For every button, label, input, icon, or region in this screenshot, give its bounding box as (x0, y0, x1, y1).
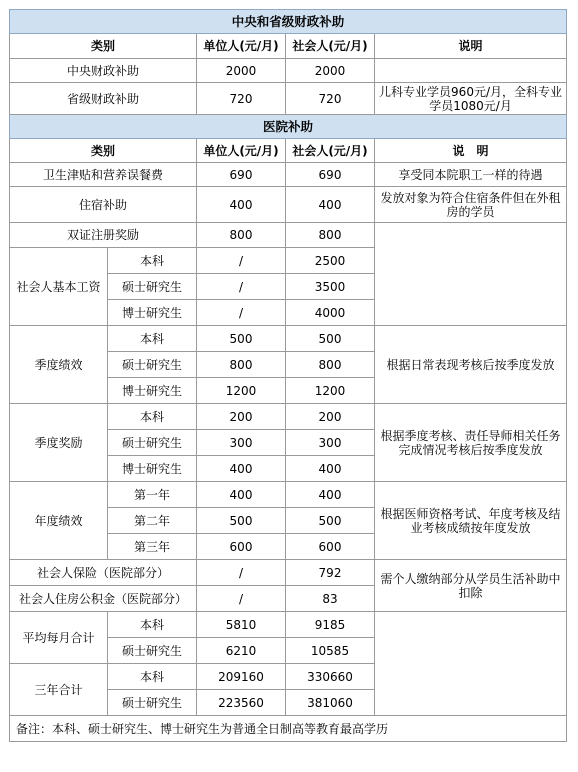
social-value: 690 (286, 163, 375, 187)
unit-value: 500 (197, 508, 286, 534)
sub-label: 本科 (108, 664, 197, 690)
unit-value: / (197, 560, 286, 586)
section2-title: 医院补助 (10, 115, 567, 139)
unit-value: 223560 (197, 690, 286, 716)
unit-value: / (197, 300, 286, 326)
table-row (10, 59, 567, 83)
sub-label: 第三年 (108, 534, 197, 560)
social-value: 83 (286, 586, 375, 612)
social-value: 4000 (286, 300, 375, 326)
header-note: 说明 (375, 34, 567, 59)
unit-value: 200 (197, 404, 286, 430)
sub-label: 硕士研究生 (108, 690, 197, 716)
table-row (10, 404, 567, 430)
unit-value: 800 (197, 352, 286, 378)
social-value: 600 (286, 534, 375, 560)
unit-value: 600 (197, 534, 286, 560)
row-note: 享受同本院职工一样的待遇 (375, 163, 567, 187)
social-value: 3500 (286, 274, 375, 300)
row-label: 省级财政补助 (10, 83, 197, 115)
table-row (10, 223, 567, 248)
unit-value: 1200 (197, 378, 286, 404)
footnote: 备注：本科、硕士研究生、博士研究生为普通全日制高等教育最高学历 (10, 716, 567, 742)
subsidy-table (9, 9, 567, 742)
unit-value: 800 (197, 223, 286, 248)
sub-label: 第二年 (108, 508, 197, 534)
unit-value: 300 (197, 430, 286, 456)
social-value: 9185 (286, 612, 375, 638)
header-unit: 单位人(元/月) (197, 34, 286, 59)
header-unit: 单位人(元/月) (197, 139, 286, 163)
unit-value: 720 (197, 83, 286, 115)
sub-label: 第一年 (108, 482, 197, 508)
section-title-row (10, 115, 567, 139)
header-category: 类别 (10, 34, 197, 59)
table-row (10, 187, 567, 223)
header-row (10, 34, 567, 59)
social-value: 792 (286, 560, 375, 586)
social-value: 400 (286, 456, 375, 482)
unit-value: / (197, 586, 286, 612)
table-row (10, 83, 567, 115)
row-label: 社会人住房公积金（医院部分） (10, 586, 197, 612)
social-value: 500 (286, 326, 375, 352)
row-label: 住宿补助 (10, 187, 197, 223)
row-note (375, 223, 567, 326)
social-value: 381060 (286, 690, 375, 716)
group-note: 需个人缴纳部分从学员生活补助中扣除 (375, 560, 567, 612)
sub-label: 本科 (108, 248, 197, 274)
group-note: 根据医师资格考试、年度考核及结业考核成绩按年度发放 (375, 482, 567, 560)
unit-value: 2000 (197, 59, 286, 83)
social-value: 400 (286, 187, 375, 223)
unit-value: / (197, 248, 286, 274)
unit-value: 209160 (197, 664, 286, 690)
social-value: 1200 (286, 378, 375, 404)
header-social: 社会人(元/月) (286, 34, 375, 59)
unit-value: 500 (197, 326, 286, 352)
social-value: 330660 (286, 664, 375, 690)
row-note: 发放对象为符合住宿条件但在外租房的学员 (375, 187, 567, 223)
social-value: 2000 (286, 59, 375, 83)
sub-label: 本科 (108, 612, 197, 638)
row-note (375, 59, 567, 83)
sub-label: 硕士研究生 (108, 274, 197, 300)
header-category: 类别 (10, 139, 197, 163)
table-row (10, 560, 567, 586)
social-value: 800 (286, 223, 375, 248)
unit-value: 400 (197, 482, 286, 508)
group-label: 社会人基本工资 (10, 248, 108, 326)
unit-value: 6210 (197, 638, 286, 664)
unit-value: 5810 (197, 612, 286, 638)
header-note: 说 明 (375, 139, 567, 163)
social-value: 10585 (286, 638, 375, 664)
group-label: 年度绩效 (10, 482, 108, 560)
group-label: 季度奖励 (10, 404, 108, 482)
sub-label: 博士研究生 (108, 378, 197, 404)
social-value: 2500 (286, 248, 375, 274)
footnote-row (10, 716, 567, 742)
unit-value: / (197, 274, 286, 300)
subsidy-table-wrapper (9, 9, 566, 742)
social-value: 800 (286, 352, 375, 378)
sub-label: 硕士研究生 (108, 352, 197, 378)
table-row (10, 326, 567, 352)
sub-label: 本科 (108, 326, 197, 352)
table-row (10, 163, 567, 187)
row-note: 儿科专业学员960元/月，全科专业学员1080元/月 (375, 83, 567, 115)
table-row (10, 482, 567, 508)
social-value: 720 (286, 83, 375, 115)
table-row (10, 612, 567, 638)
sub-label: 硕士研究生 (108, 638, 197, 664)
social-value: 400 (286, 482, 375, 508)
row-note (375, 612, 567, 716)
sub-label: 博士研究生 (108, 300, 197, 326)
unit-value: 400 (197, 187, 286, 223)
social-value: 300 (286, 430, 375, 456)
group-label: 三年合计 (10, 664, 108, 716)
section-title-row (10, 10, 567, 34)
unit-value: 690 (197, 163, 286, 187)
header-row (10, 139, 567, 163)
group-note: 根据季度考核、责任导师相关任务完成情况考核后按季度发放 (375, 404, 567, 482)
sub-label: 博士研究生 (108, 456, 197, 482)
group-note: 根据日常表现考核后按季度发放 (375, 326, 567, 404)
header-social: 社会人(元/月) (286, 139, 375, 163)
group-label: 季度绩效 (10, 326, 108, 404)
social-value: 500 (286, 508, 375, 534)
group-label: 平均每月合计 (10, 612, 108, 664)
sub-label: 硕士研究生 (108, 430, 197, 456)
section1-title: 中央和省级财政补助 (10, 10, 567, 34)
row-label: 社会人保险（医院部分） (10, 560, 197, 586)
unit-value: 400 (197, 456, 286, 482)
sub-label: 本科 (108, 404, 197, 430)
row-label: 卫生津贴和营养误餐费 (10, 163, 197, 187)
social-value: 200 (286, 404, 375, 430)
row-label: 中央财政补助 (10, 59, 197, 83)
row-label: 双证注册奖励 (10, 223, 197, 248)
